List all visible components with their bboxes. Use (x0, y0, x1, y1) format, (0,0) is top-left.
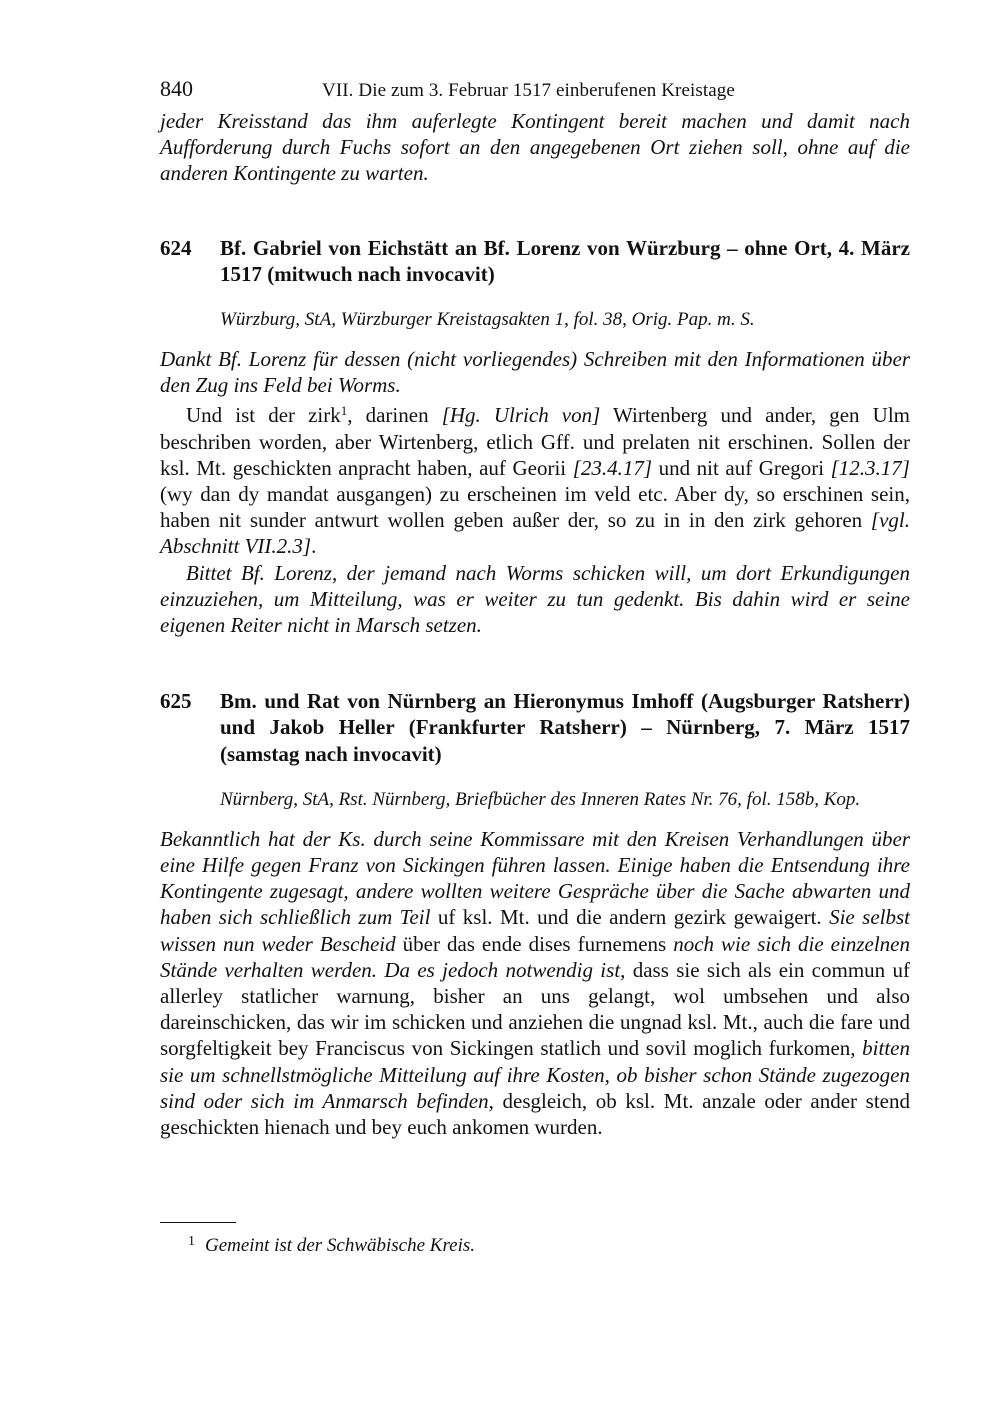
entry-624 (160, 235, 910, 639)
entry-title: Bm. und Rat von Nürnberg an Hieronymus Imhoff (Augsburger Ratsherr) und Jakob Heller (Frankfurter Ratsherr) – Nürnberg, 7. März 1517 (samstag nach invocavit) (220, 689, 910, 766)
entry-heading (160, 688, 910, 767)
body-paragraph: Bekanntlich hat der Ks. durch seine Kommissare mit den Kreisen Verhandlungen über eine Hilfe gegen Franz von Sickingen führen lassen. Einige haben die Entsendung ihre Kontingente zugesagt, andere wollten weitere Gespräche über die Sache abwarten und haben sich schließlich zum Teil uf ksl. Mt. und die andern gezirk gewaigert. Sie selbst wissen nun weder Bescheid über das ende dises furnemens noch wie sich die einzelnen Stände verhalten werden. Da es jedoch notwendig ist, dass sie sich als ein commun uf allerley statlicher warnung, bisher an uns gelangt, wol umbsehen und also dareinschicken, das wir im schicken und anziehen die ungnad ksl. Mt., auch die fare und sorgfeltigkeit bey Franciscus von Sickingen statlich und sovil moglich furkomen, bitten sie um schnellstmögliche Mitteilung auf ihre Kosten, ob bisher schon Stände zugezogen sind oder sich im Anmarsch befinden, desgleich, ob ksl. Mt. anzale oder ander stend geschickten hienach und bey euch ankomen wurden. (160, 826, 910, 1140)
running-title: VII. Die zum 3. Februar 1517 einberufenen Kreistage (322, 80, 735, 101)
quoted-paragraph: Und ist der zirk$^1$, darinen [Hg. Ulrich von] Wirtenberg und ander, gen Ulm beschriben worden, aber Wirtenberg, etlich Gff. und prelaten nit erschinen. Sollen der ksl. Mt. geschickten anpracht haben, auf Georii [23.4.17] und nit auf Gregori [12.3.17] (wy dan dy mandat ausgangen) zu erscheinen im veld etc. Aber dy, so erschinen sein, haben nit sunder antwurt wollen geben außer der, so zu in in den zirk gehoren [vgl. Abschnitt VII.2.3]. (160, 403, 910, 559)
source-citation: Nürnberg, StA, Rst. Nürnberg, Briefbücher des Inneren Rates Nr. 76, fol. 158b, Kop. (220, 788, 861, 810)
footnote-reference[interactable]: 1 (340, 403, 348, 419)
page-body (160, 76, 910, 1140)
footnote-rule (160, 1222, 236, 1223)
footnote (188, 1230, 475, 1258)
entry-title: Bf. Gabriel von Eichstätt an Bf. Lorenz von Würzburg – ohne Ort, 4. März 1517 (mitwuch nach invocavit) (220, 235, 910, 286)
summary-paragraph: Bittet Bf. Lorenz, der jemand nach Worms schicken will, um dort Erkundigungen einzuziehen, um Mitteilung, was er weiter zu tun gedenkt. Bis dahin wird er seine eigenen Reiter nicht in Marsch setzen. (160, 560, 910, 638)
page-header (160, 76, 910, 106)
footnote-text: Gemeint ist der Schwäbische Kreis. (205, 1235, 476, 1256)
source-citation: Würzburg, StA, Würzburger Kreistagsakten 1, fol. 38, Orig. Pap. m. S. (220, 309, 755, 331)
entry-625 (160, 688, 910, 1140)
entry-heading (160, 235, 910, 287)
entry-number: 625 (160, 689, 192, 714)
entry-number: 624 (160, 235, 192, 260)
page-number: 840 (160, 76, 193, 101)
summary-paragraph: Dankt Bf. Lorenz für dessen (nicht vorliegendes) Schreiben mit den Informationen über den Zug ins Feld bei Worms. (160, 347, 910, 398)
footnote-mark: 1 (188, 1234, 195, 1249)
intro-paragraph: jeder Kreisstand das ihm auferlegte Kontingent bereit machen und damit nach Aufforderung durch Fuchs sofort an den angegebenen Ort ziehen soll, ohne auf die anderen Kontingente zu warten. (160, 109, 910, 186)
